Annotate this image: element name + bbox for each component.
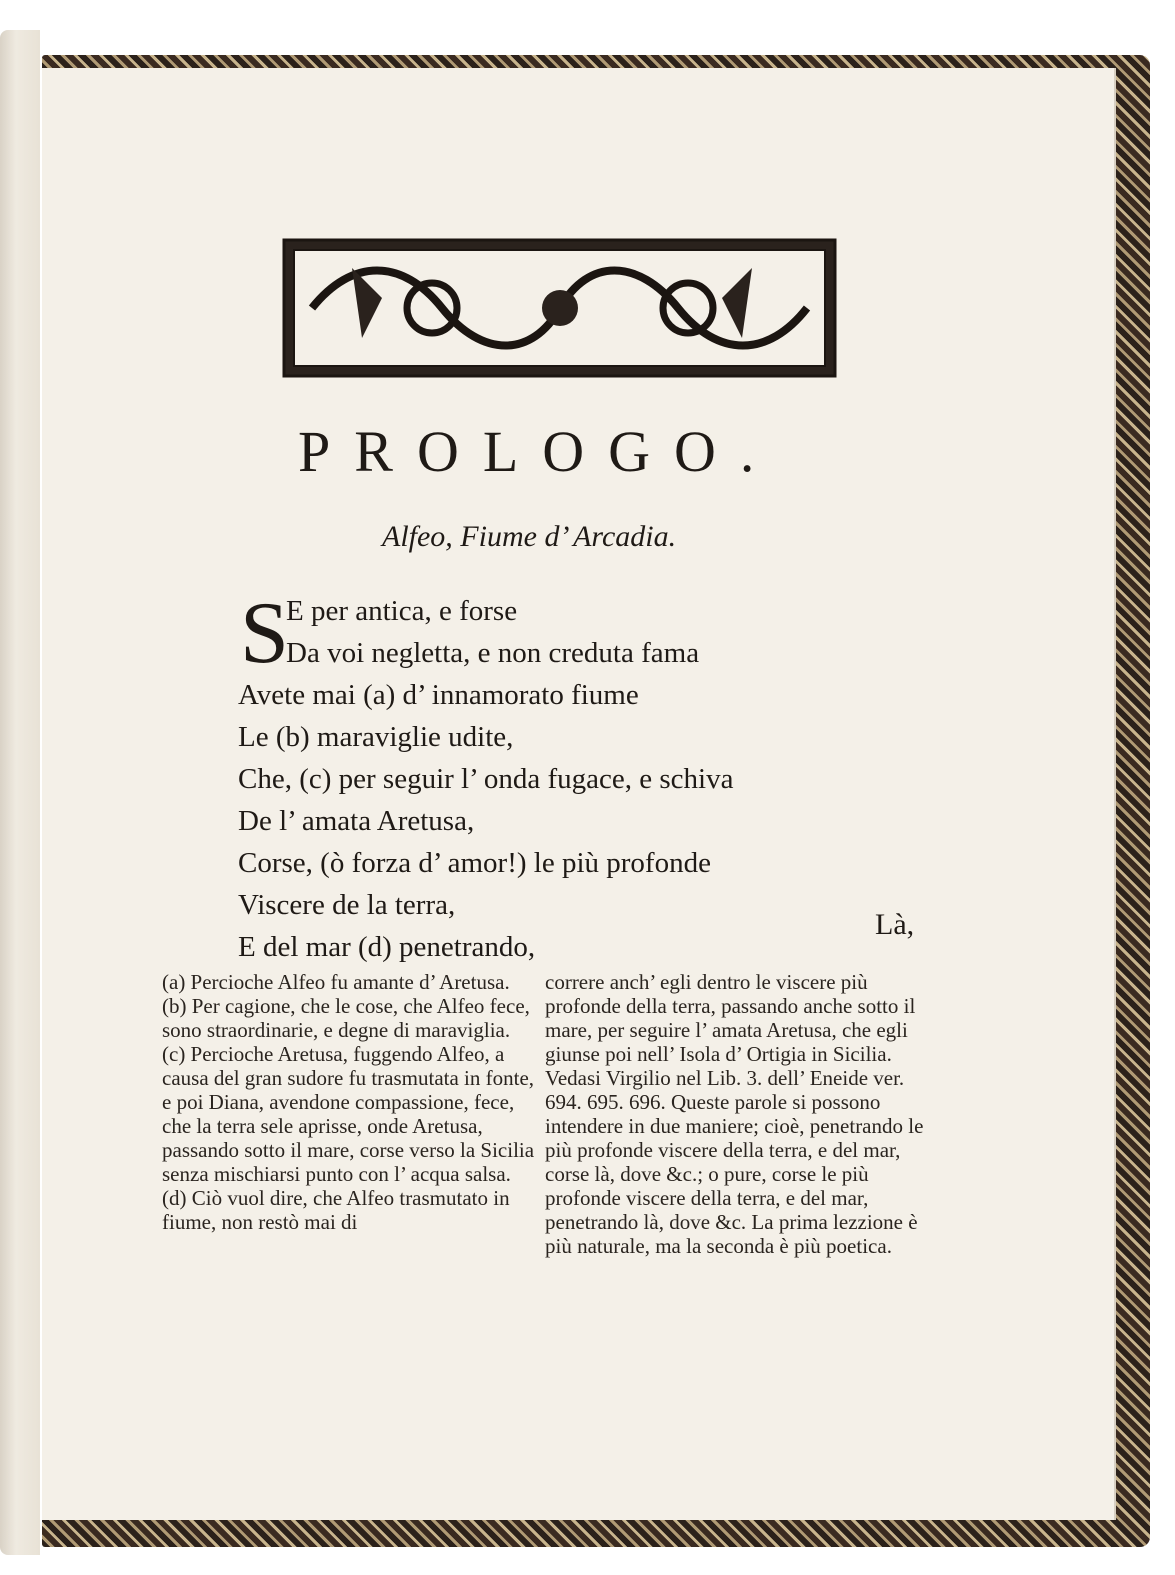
page-title: PROLOGO.: [298, 419, 779, 484]
drop-cap: S: [240, 585, 289, 682]
footnote: (c) Percioche Aretusa, fuggendo Alfeo, a causa del gran sudore fu trasmutata in fonte, e poi Diana, avendone compassione, fece, che la terra sele aprisse, onde Aretusa, passando sotto il mare, corse verso la Sicilia senza mischiarsi punto con l’ acqua salsa.: [162, 1042, 535, 1186]
book-left-edge: [0, 30, 40, 1555]
verse-line: Che, (c) per seguir l’ onda fugace, e schiva: [238, 763, 734, 795]
woodcut-headpiece: [282, 238, 837, 378]
footnote: (a) Percioche Alfeo fu amante d’ Aretusa.: [162, 970, 510, 994]
verse-line: E del mar (d) penetrando,: [238, 931, 536, 963]
footnotes-right-column: [545, 970, 930, 1258]
verse-line: Avete mai (a) d’ innamorato fiume: [238, 679, 639, 711]
verse-line: Le (b) maraviglie udite,: [238, 721, 514, 753]
verse-line: Da voi negletta, e non creduta fama: [286, 637, 700, 669]
footnote: (d) Ciò vuol dire, che Alfeo trasmutato in fiume, non restò mai di: [162, 1186, 510, 1234]
footnotes-left-column: [162, 970, 540, 1234]
speaker-subtitle: Alfeo, Fiume d’ Arcadia.: [382, 520, 677, 553]
footnote: (b) Per cagione, che le cose, che Alfeo fece, sono straordinarie, e degne di maraviglia.: [162, 994, 530, 1042]
verse-line: Viscere de la terra,: [238, 889, 456, 921]
verse-block: [238, 585, 938, 968]
verse-line: E per antica, e forse: [286, 595, 518, 627]
catchword: Là,: [875, 908, 915, 941]
verse-line: De l’ amata Aretusa,: [238, 805, 475, 837]
footnote-continuation: correre anch’ egli dentro le viscere più profonde della terra, passando anche sotto il mare, per seguire l’ amata Aretusa, che egli giunse poi nell’ Isola d’ Ortigia in Sicilia. Vedasi Virgilio nel Lib. 3. dell’ Eneide ver. 694. 695. 696. Queste parole si possono intendere in due maniere; cioè, penetrando le più profonde viscere della terra, e del mar, corse là, dove &c.; o pure, corse le più profonde viscere della terra, e del mar, penetrando là, dove &c. La prima lezzione è più naturale, ma la seconda è più poetica.: [545, 970, 924, 1258]
verse-line: Corse, (ò forza d’ amor!) le più profonde: [238, 847, 711, 879]
